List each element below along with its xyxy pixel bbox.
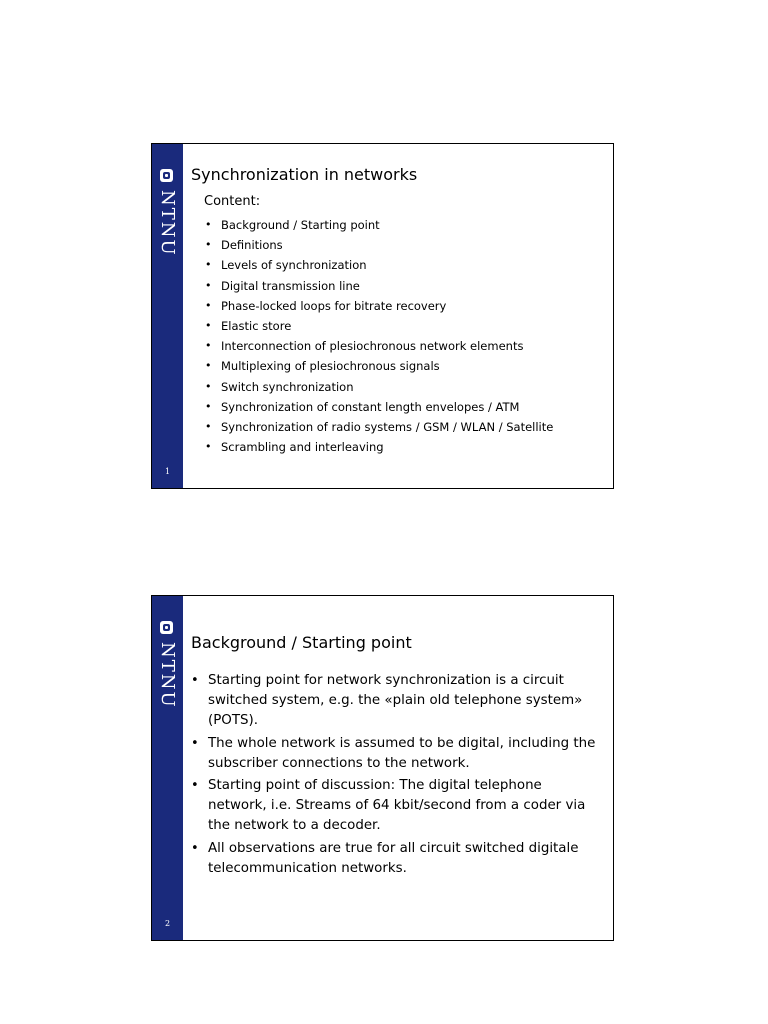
page-number: 1 <box>164 467 171 476</box>
content-heading: Content: <box>204 194 261 209</box>
list-item: • Background / Starting point <box>204 215 553 235</box>
list-item: • Scrambling and interleaving <box>204 437 553 457</box>
slide-1 <box>151 143 614 489</box>
list-item: • The whole network is assumed to be digital, including the subscriber connections to the network. <box>188 734 598 774</box>
list-item: • Starting point for network synchronization is a circuit switched system, e.g. the «plain old telephone system» (POTS). <box>188 671 598 732</box>
slide-sidebar <box>152 596 183 940</box>
bullet-list <box>204 215 553 457</box>
page-number: 2 <box>164 919 171 928</box>
list-item: • All observations are true for all circuit switched digitale telecommunication networks. <box>188 839 598 879</box>
ntnu-logo-icon <box>160 621 173 634</box>
slide-title: Synchronization in networks <box>191 165 418 184</box>
list-item: • Interconnection of plesiochronous network elements <box>204 336 553 356</box>
list-item: • Definitions <box>204 235 553 255</box>
list-item: • Phase-locked loops for bitrate recovery <box>204 296 553 316</box>
slide-title: Background / Starting point <box>191 633 412 652</box>
list-item: • Levels of synchronization <box>204 255 553 275</box>
list-item: • Elastic store <box>204 316 553 336</box>
ntnu-logo-text: NTNU <box>157 190 178 257</box>
list-item: • Multiplexing of plesiochronous signals <box>204 356 553 376</box>
bullet-list <box>188 671 598 881</box>
ntnu-logo-text: NTNU <box>157 642 178 709</box>
ntnu-logo-icon <box>160 169 173 182</box>
slide-2 <box>151 595 614 941</box>
list-item: • Starting point of discussion: The digital telephone network, i.e. Streams of 64 kbit/second from a coder via the network to a decoder. <box>188 776 598 837</box>
list-item: • Synchronization of radio systems / GSM / WLAN / Satellite <box>204 417 553 437</box>
list-item: • Switch synchronization <box>204 377 553 397</box>
list-item: • Digital transmission line <box>204 276 553 296</box>
slide-sidebar <box>152 144 183 488</box>
list-item: • Synchronization of constant length envelopes / ATM <box>204 397 553 417</box>
